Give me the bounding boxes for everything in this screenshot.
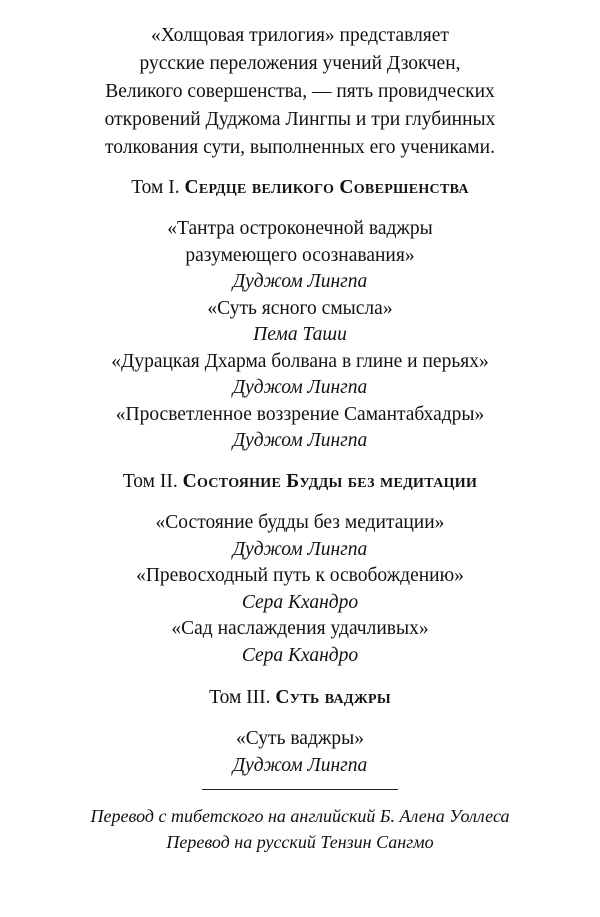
volume-3 [0,684,600,779]
intro-line: «Холщовая трилогия» представляет [151,25,449,46]
volume-entries [0,216,600,455]
intro-line: Великого совершенства, — пять провидческих [105,81,495,102]
entry [0,563,600,616]
entry [0,402,600,455]
volume-2 [0,468,600,669]
volume-heading [0,174,600,202]
translation-credits [0,803,600,855]
entry-author: Дуджом Лингпа [232,754,368,776]
volume-title: Сердце великого Совершенства [184,177,469,198]
volume-title: Суть ваджры [275,687,391,708]
entry-author: Сера Кхандро [241,591,359,613]
volume-heading [0,468,600,496]
entry [0,616,600,669]
volume-title: Состояние Будды без медитации [182,471,478,492]
entry [0,349,600,402]
entry-title: «Суть ваджры» [236,728,364,749]
entry [0,216,600,296]
entry-title: «Суть ясного смысла» [207,297,393,319]
credit-russian-translation: Перевод на русский Тензин Сангмо [166,832,434,852]
entry-title: «Сад наслаждения удачливых» [171,618,429,639]
entry-title: «Дурацкая Дхарма болвана в глине и перьях» [111,350,489,372]
volume-heading [0,684,600,712]
entry-title: «Просветленное воззрение Самантабхадры» [115,403,485,425]
volume-1 [0,174,600,455]
entry-author: Пема Таши [253,324,347,345]
entry [0,726,600,779]
entry-title: «Тантра остроконечной ваджры [167,218,433,239]
entry-title: «Превосходный путь к освобождению» [136,565,464,586]
intro-line: толкования сути, выполненных его учениками. [105,137,495,158]
entry-author: Дуджом Лингпа [232,430,368,451]
credit-english-translation: Перевод с тибетского на английский Б. Алена Уоллеса [90,806,510,826]
volume-prefix: Том II. [122,471,178,492]
volume-prefix: Том I. [131,177,180,198]
entry-author: Дуджом Лингпа [232,271,368,292]
divider-rule [202,789,398,790]
volume-prefix: Том III. [209,687,271,708]
volume-entries [0,726,600,779]
intro-paragraph [40,22,560,162]
intro-line: откровений Дуджома Лингпы и три глубинных [104,109,496,130]
entry-author: Дуджом Лингпа [232,538,368,560]
entry-title: «Состояние будды без медитации» [155,512,445,533]
entry [0,510,600,563]
entry-author: Сера Кхандро [241,644,359,666]
intro-line: русские переложения учений Дзокчен, [139,53,461,74]
volume-entries [0,510,600,669]
entry [0,296,600,349]
entry-title: разумеющего осознавания» [185,244,415,266]
entry-author: Дуджом Лингпа [232,377,368,398]
